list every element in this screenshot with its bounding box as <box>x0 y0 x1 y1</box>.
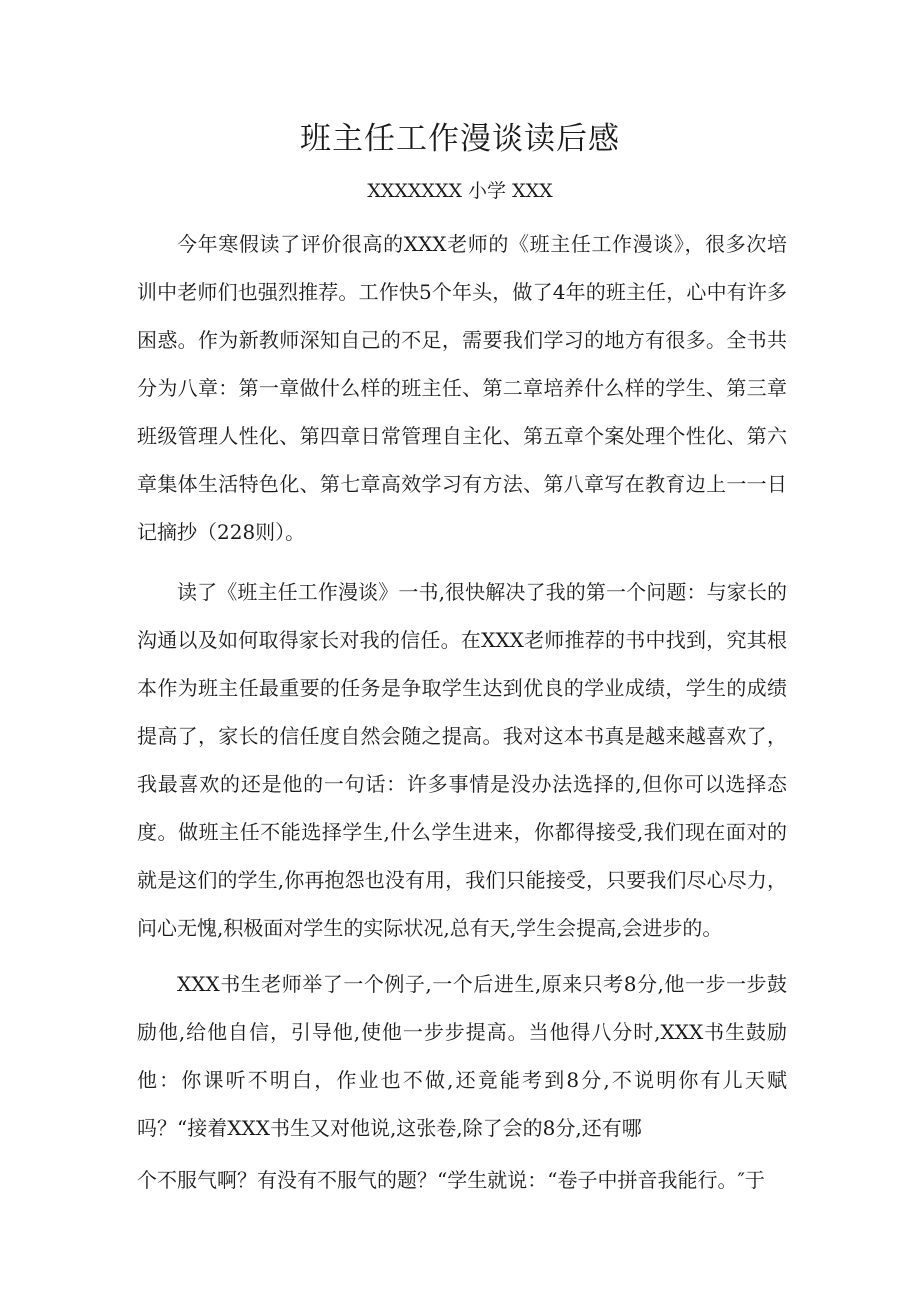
document-body <box>137 220 787 1204</box>
paragraph-continuation: 个不服气啊？有没有不服气的题？“学生就说：“卷子中拼音我能行。″于 <box>137 1168 765 1192</box>
paragraph: XXX书生老师举了一个例子,一个后进生,原来只考8分,他一步一步鼓励他,给他自信，引导他,使他一步步提高。当他得八分时,XXX书生鼓励他：你课听不明白，作业也不做,还竟能考到8分,不说明你有儿天赋吗？“接着XXX书生又对他说,这张卷,除了会的8分,还有哪 <box>137 972 787 1140</box>
paragraph: 今年寒假读了评价很高的XXX老师的《班主任工作漫谈》，很多次培训中老师们也强烈推荐。工作快5个年头，做了4年的班主任，心中有许多困惑。作为新教师深知自己的不足，需要我们学习的地方有很多。全书共分为八章：第一章做什么样的班主任、第二章培养什么样的学生、第三章班级管理人性化、第四章日常管理自主化、第五章个案处理个性化、第六章集体生活特色化、第七章高效学习有方法、第八章写在教育边上一一日记摘抄（228则）。 <box>137 232 787 544</box>
document-title: 班主任工作漫谈读后感 <box>300 121 620 157</box>
document-author: XXXXXXX 小学 XXX <box>367 180 553 202</box>
paragraph: 读了《班主任工作漫谈》一书,很快解决了我的第一个问题：与家长的沟通以及如何取得家长对我的信任。在XXX老师推荐的书中找到，究其根本作为班主任最重要的任务是争取学生达到优良的学业成绩，学生的成绩提高了，家长的信任度自然会随之提高。我对这本书真是越来越喜欢了，我最喜欢的还是他的一句话：许多事情是没办法选择的,但你可以选择态度。做班主任不能选择学生,什么学生进来，你都得接受,我们现在面对的就是这们的学生,你再抱怨也没有用，我们只能接受，只要我们尽心尽力，问心无愧,积极面对学生的实际状况,总有天,学生会提高,会进步的。 <box>137 580 787 940</box>
